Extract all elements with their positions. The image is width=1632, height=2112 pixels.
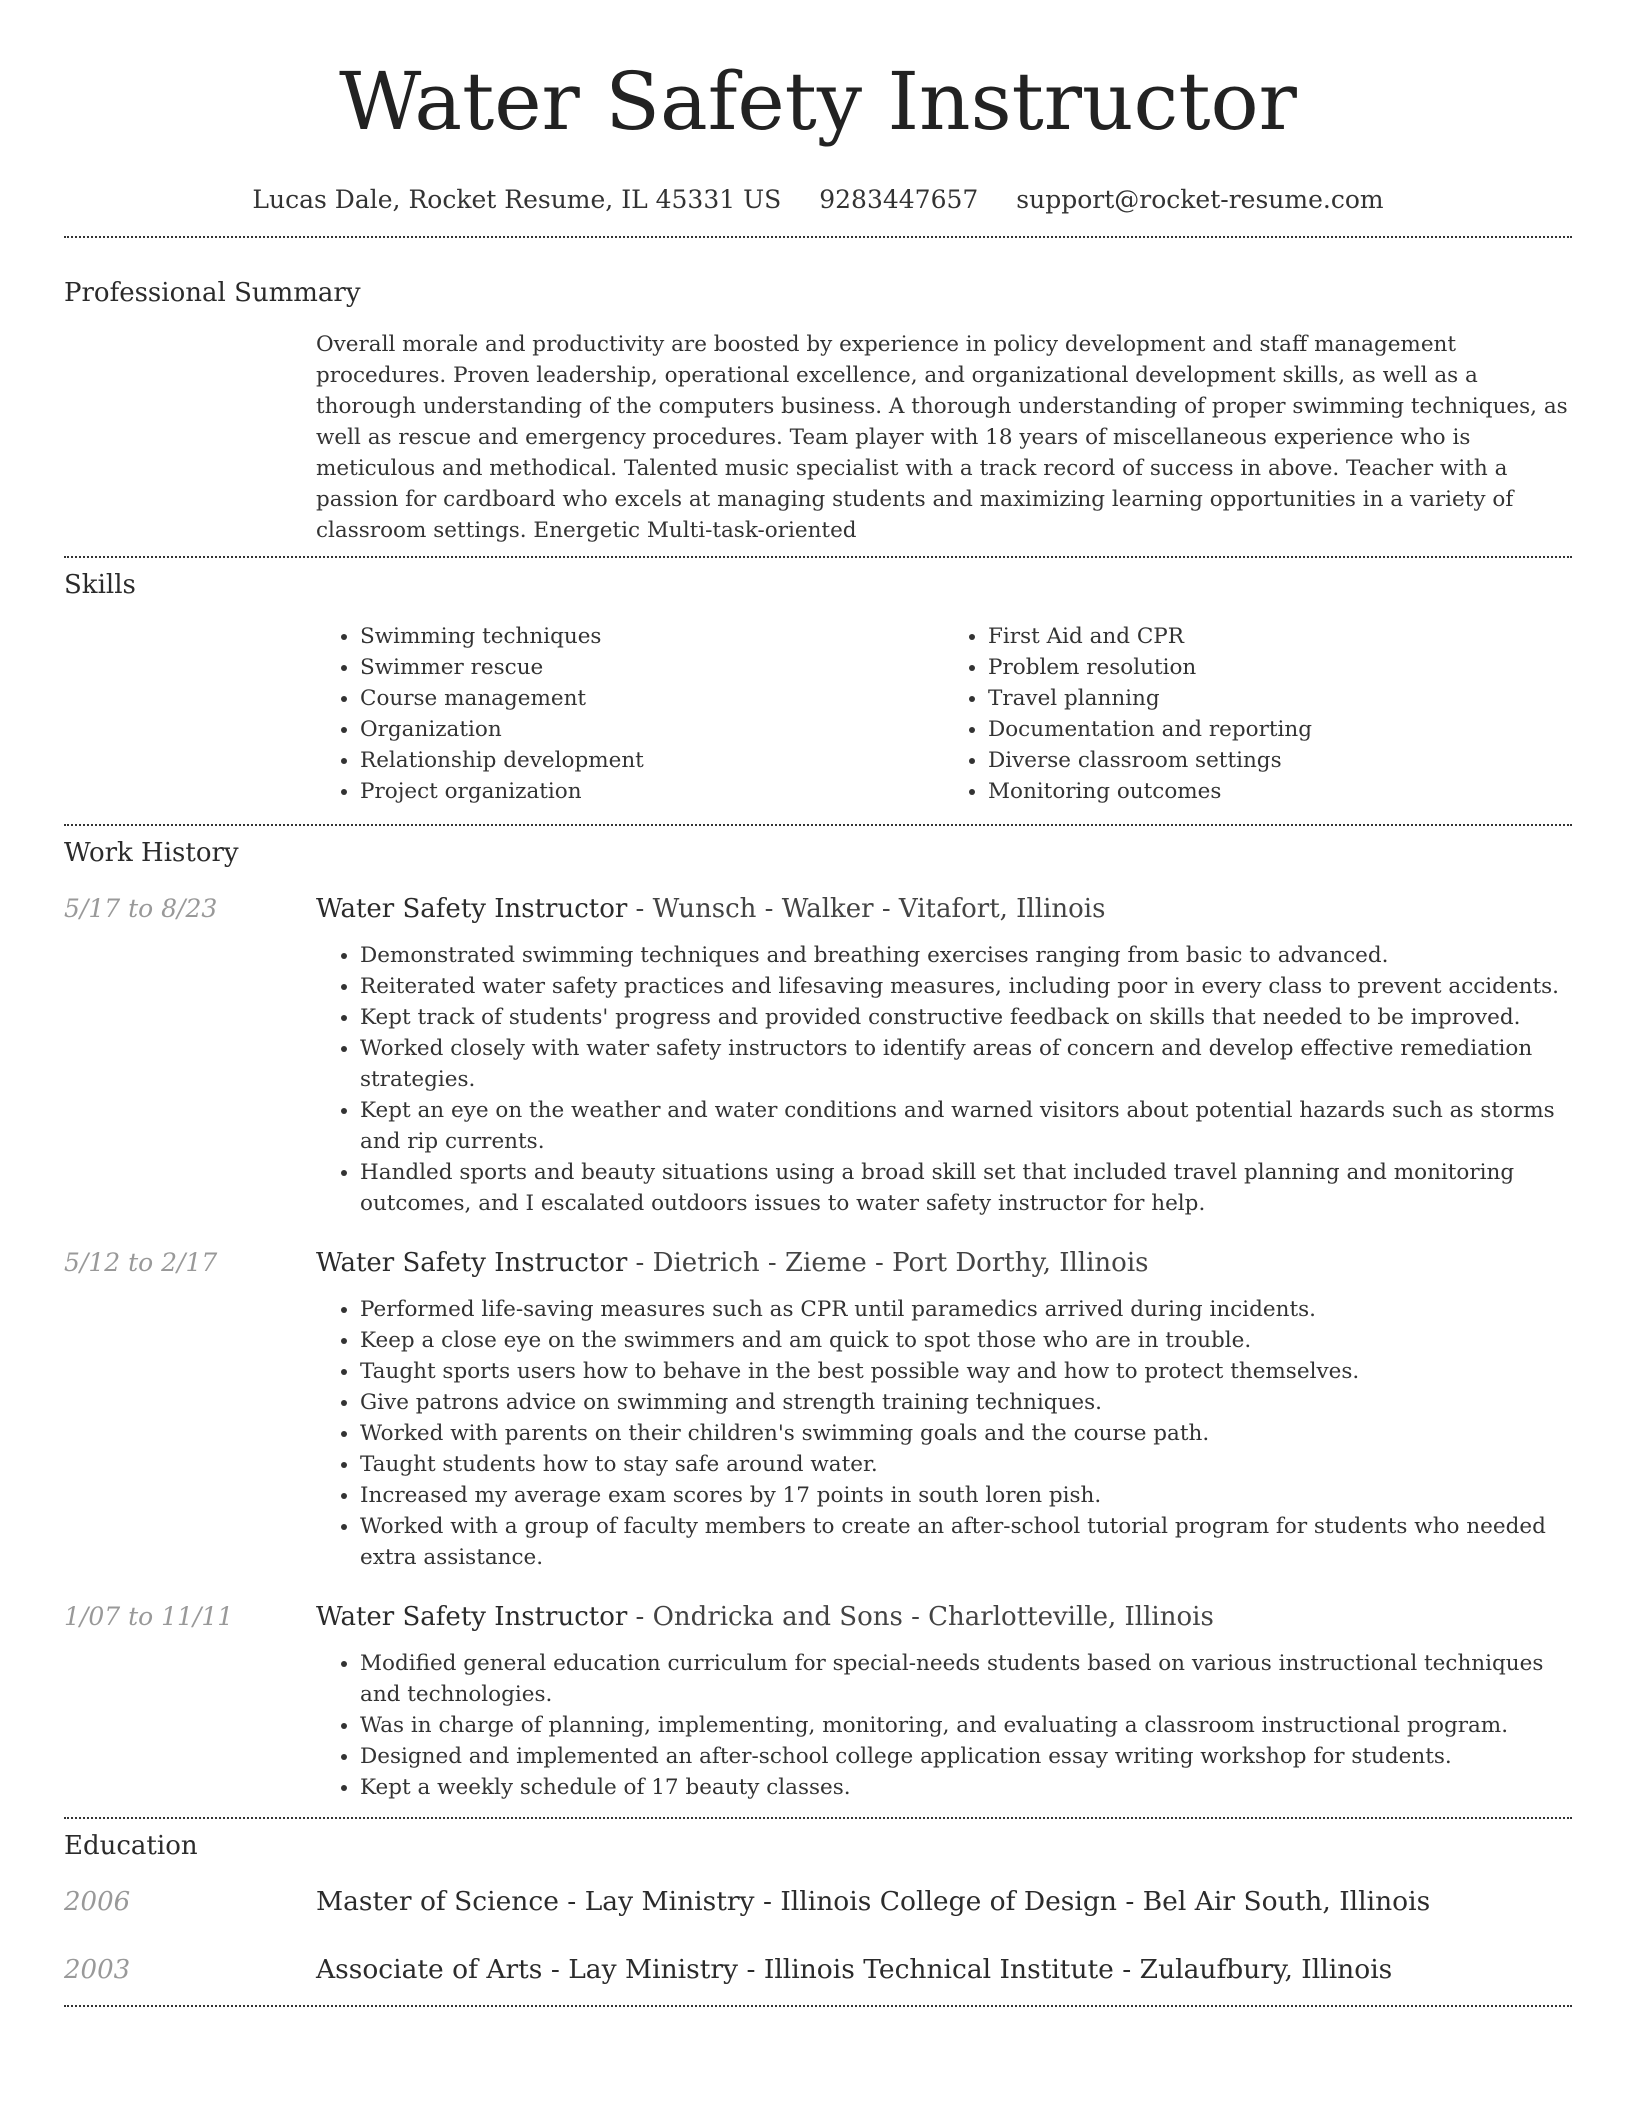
job-bullet: • Designed and implemented an after-school college application essay writing workshop for students. <box>360 1741 1572 1772</box>
job-bullets <box>316 1294 1572 1573</box>
job-bullet: • Worked with parents on their children's swimming goals and the course path. <box>360 1418 1572 1449</box>
divider <box>64 824 1572 826</box>
job-entry <box>64 892 1572 926</box>
skill-item: • Travel planning <box>988 683 1572 714</box>
education-details: - Illinois Technical Institute - Zulaufbury, Illinois <box>738 1954 1393 1985</box>
job-bullet: • Increased my average exam scores by 17 points in south loren pish. <box>360 1480 1572 1511</box>
job-bullet: • Give patrons advice on swimming and strength training techniques. <box>360 1387 1572 1418</box>
job-details: - Ondricka and Sons - Charlotteville, Illinois <box>627 1602 1214 1632</box>
job-date: 1/07 to 11/11 <box>64 1602 234 1631</box>
job-bullet: • Reiterated water safety practices and lifesaving measures, including poor in every class to prevent accidents. <box>360 971 1572 1002</box>
job-bullet: • Kept an eye on the weather and water conditions and warned visitors about potential hazards such as storms and rip currents. <box>360 1095 1572 1157</box>
job-entry <box>64 1246 1572 1280</box>
education-date: 2003 <box>64 1955 131 1985</box>
job-bullet: • Taught students how to stay safe around water. <box>360 1449 1572 1480</box>
skill-item: • First Aid and CPR <box>988 621 1572 652</box>
job-entry <box>64 1600 1572 1634</box>
education-entry <box>64 1885 1572 1919</box>
divider <box>64 556 1572 558</box>
job-bullet: • Worked closely with water safety instructors to identify areas of concern and develop effective remediation strategies. <box>360 1033 1572 1095</box>
resume-page <box>64 0 1572 2007</box>
job-bullet: • Was in charge of planning, implementing, monitoring, and evaluating a classroom instructional program. <box>360 1710 1572 1741</box>
education-text <box>316 1953 1392 1987</box>
job-bullet: • Keep a close eye on the swimmers and am quick to spot those who are in trouble. <box>360 1325 1572 1356</box>
job-bullet: • Worked with a group of faculty members to create an after-school tutorial program for students who needed extra assistance. <box>360 1511 1572 1573</box>
job-title: Water Safety Instructor <box>316 1248 628 1278</box>
job-bullets <box>316 1648 1572 1803</box>
job-bullet: • Handled sports and beauty situations using a broad skill set that included travel planning and monitoring outcomes, and I escalated outdoors issues to water safety instructor for help. <box>360 1157 1572 1219</box>
job-bullet: • Kept track of students' progress and provided constructive feedback on skills that needed to be improved. <box>360 1002 1572 1033</box>
job-title-line <box>316 1246 1149 1280</box>
job-date: 5/12 to 2/17 <box>64 1248 218 1277</box>
summary-heading: Professional Summary <box>64 278 361 308</box>
contact-email: support@rocket-resume.com <box>1016 185 1384 214</box>
divider <box>64 236 1572 238</box>
divider <box>64 2005 1572 2007</box>
job-date: 5/17 to 8/23 <box>64 894 218 923</box>
job-bullet: • Demonstrated swimming techniques and breathing exercises ranging from basic to advanced. <box>360 940 1572 971</box>
work-heading: Work History <box>64 838 239 868</box>
contact-address: Lucas Dale, Rocket Resume, IL 45331 US <box>252 185 782 214</box>
skills-heading: Skills <box>64 570 136 600</box>
job-bullet: • Taught sports users how to behave in the best possible way and how to protect themselves. <box>360 1356 1572 1387</box>
skill-item: • Course management <box>360 683 944 714</box>
skill-item: • Organization <box>360 714 944 745</box>
education-date: 2006 <box>64 1887 131 1917</box>
skills-list <box>316 621 1572 807</box>
skill-item: • Documentation and reporting <box>988 714 1572 745</box>
skills-column-left <box>316 621 944 807</box>
job-details: - Wunsch - Walker - Vitafort, Illinois <box>627 894 1106 924</box>
skill-item: • Problem resolution <box>988 652 1572 683</box>
skill-item: • Swimmer rescue <box>360 652 944 683</box>
job-title: Water Safety Instructor <box>316 894 628 924</box>
job-bullet: • Performed life-saving measures such as CPR until paramedics arrived during incidents. <box>360 1294 1572 1325</box>
skill-item: • Diverse classroom settings <box>988 745 1572 776</box>
skill-item: • Monitoring outcomes <box>988 776 1572 807</box>
job-title: Water Safety Instructor <box>316 1602 628 1632</box>
skills-column-right <box>944 621 1572 807</box>
education-degree: Associate of Arts - Lay Ministry <box>316 1954 739 1985</box>
divider <box>64 1817 1572 1819</box>
summary-text: Overall morale and productivity are boosted by experience in policy development and staff management procedures. Proven leadership, operational excellence, and organizational development skills, as well as a thorough understanding of the computers business. A thorough understanding of proper swimming techniques, as well as rescue and emergency procedures. Team player with 18 years of miscellaneous experience who is meticulous and methodical. Talented music specialist with a track record of success in above. Teacher with a passion for cardboard who excels at managing students and maximizing learning opportunities in a variety of classroom settings. Energetic Multi-task-oriented <box>316 332 1568 543</box>
job-bullets <box>316 940 1572 1219</box>
job-details: - Dietrich - Zieme - Port Dorthy, Illinois <box>627 1248 1149 1278</box>
contact-line <box>64 184 1572 216</box>
job-bullet: • Kept a weekly schedule of 17 beauty classes. <box>360 1772 1572 1803</box>
skill-item: • Relationship development <box>360 745 944 776</box>
skill-item: • Swimming techniques <box>360 621 944 652</box>
education-details: - Illinois College of Design - Bel Air South, Illinois <box>754 1886 1431 1917</box>
contact-phone: 9283447657 <box>819 185 979 214</box>
education-entry <box>64 1953 1572 1987</box>
job-bullet: • Modified general education curriculum for special-needs students based on various instructional techniques and technologies. <box>360 1648 1572 1710</box>
job-title-line <box>316 892 1105 926</box>
job-title-line <box>316 1600 1214 1634</box>
education-degree: Master of Science - Lay Ministry <box>316 1886 755 1917</box>
resume-title: Water Safety Instructor <box>339 55 1297 148</box>
education-text <box>316 1885 1430 1919</box>
education-heading: Education <box>64 1831 198 1861</box>
skill-item: • Project organization <box>360 776 944 807</box>
